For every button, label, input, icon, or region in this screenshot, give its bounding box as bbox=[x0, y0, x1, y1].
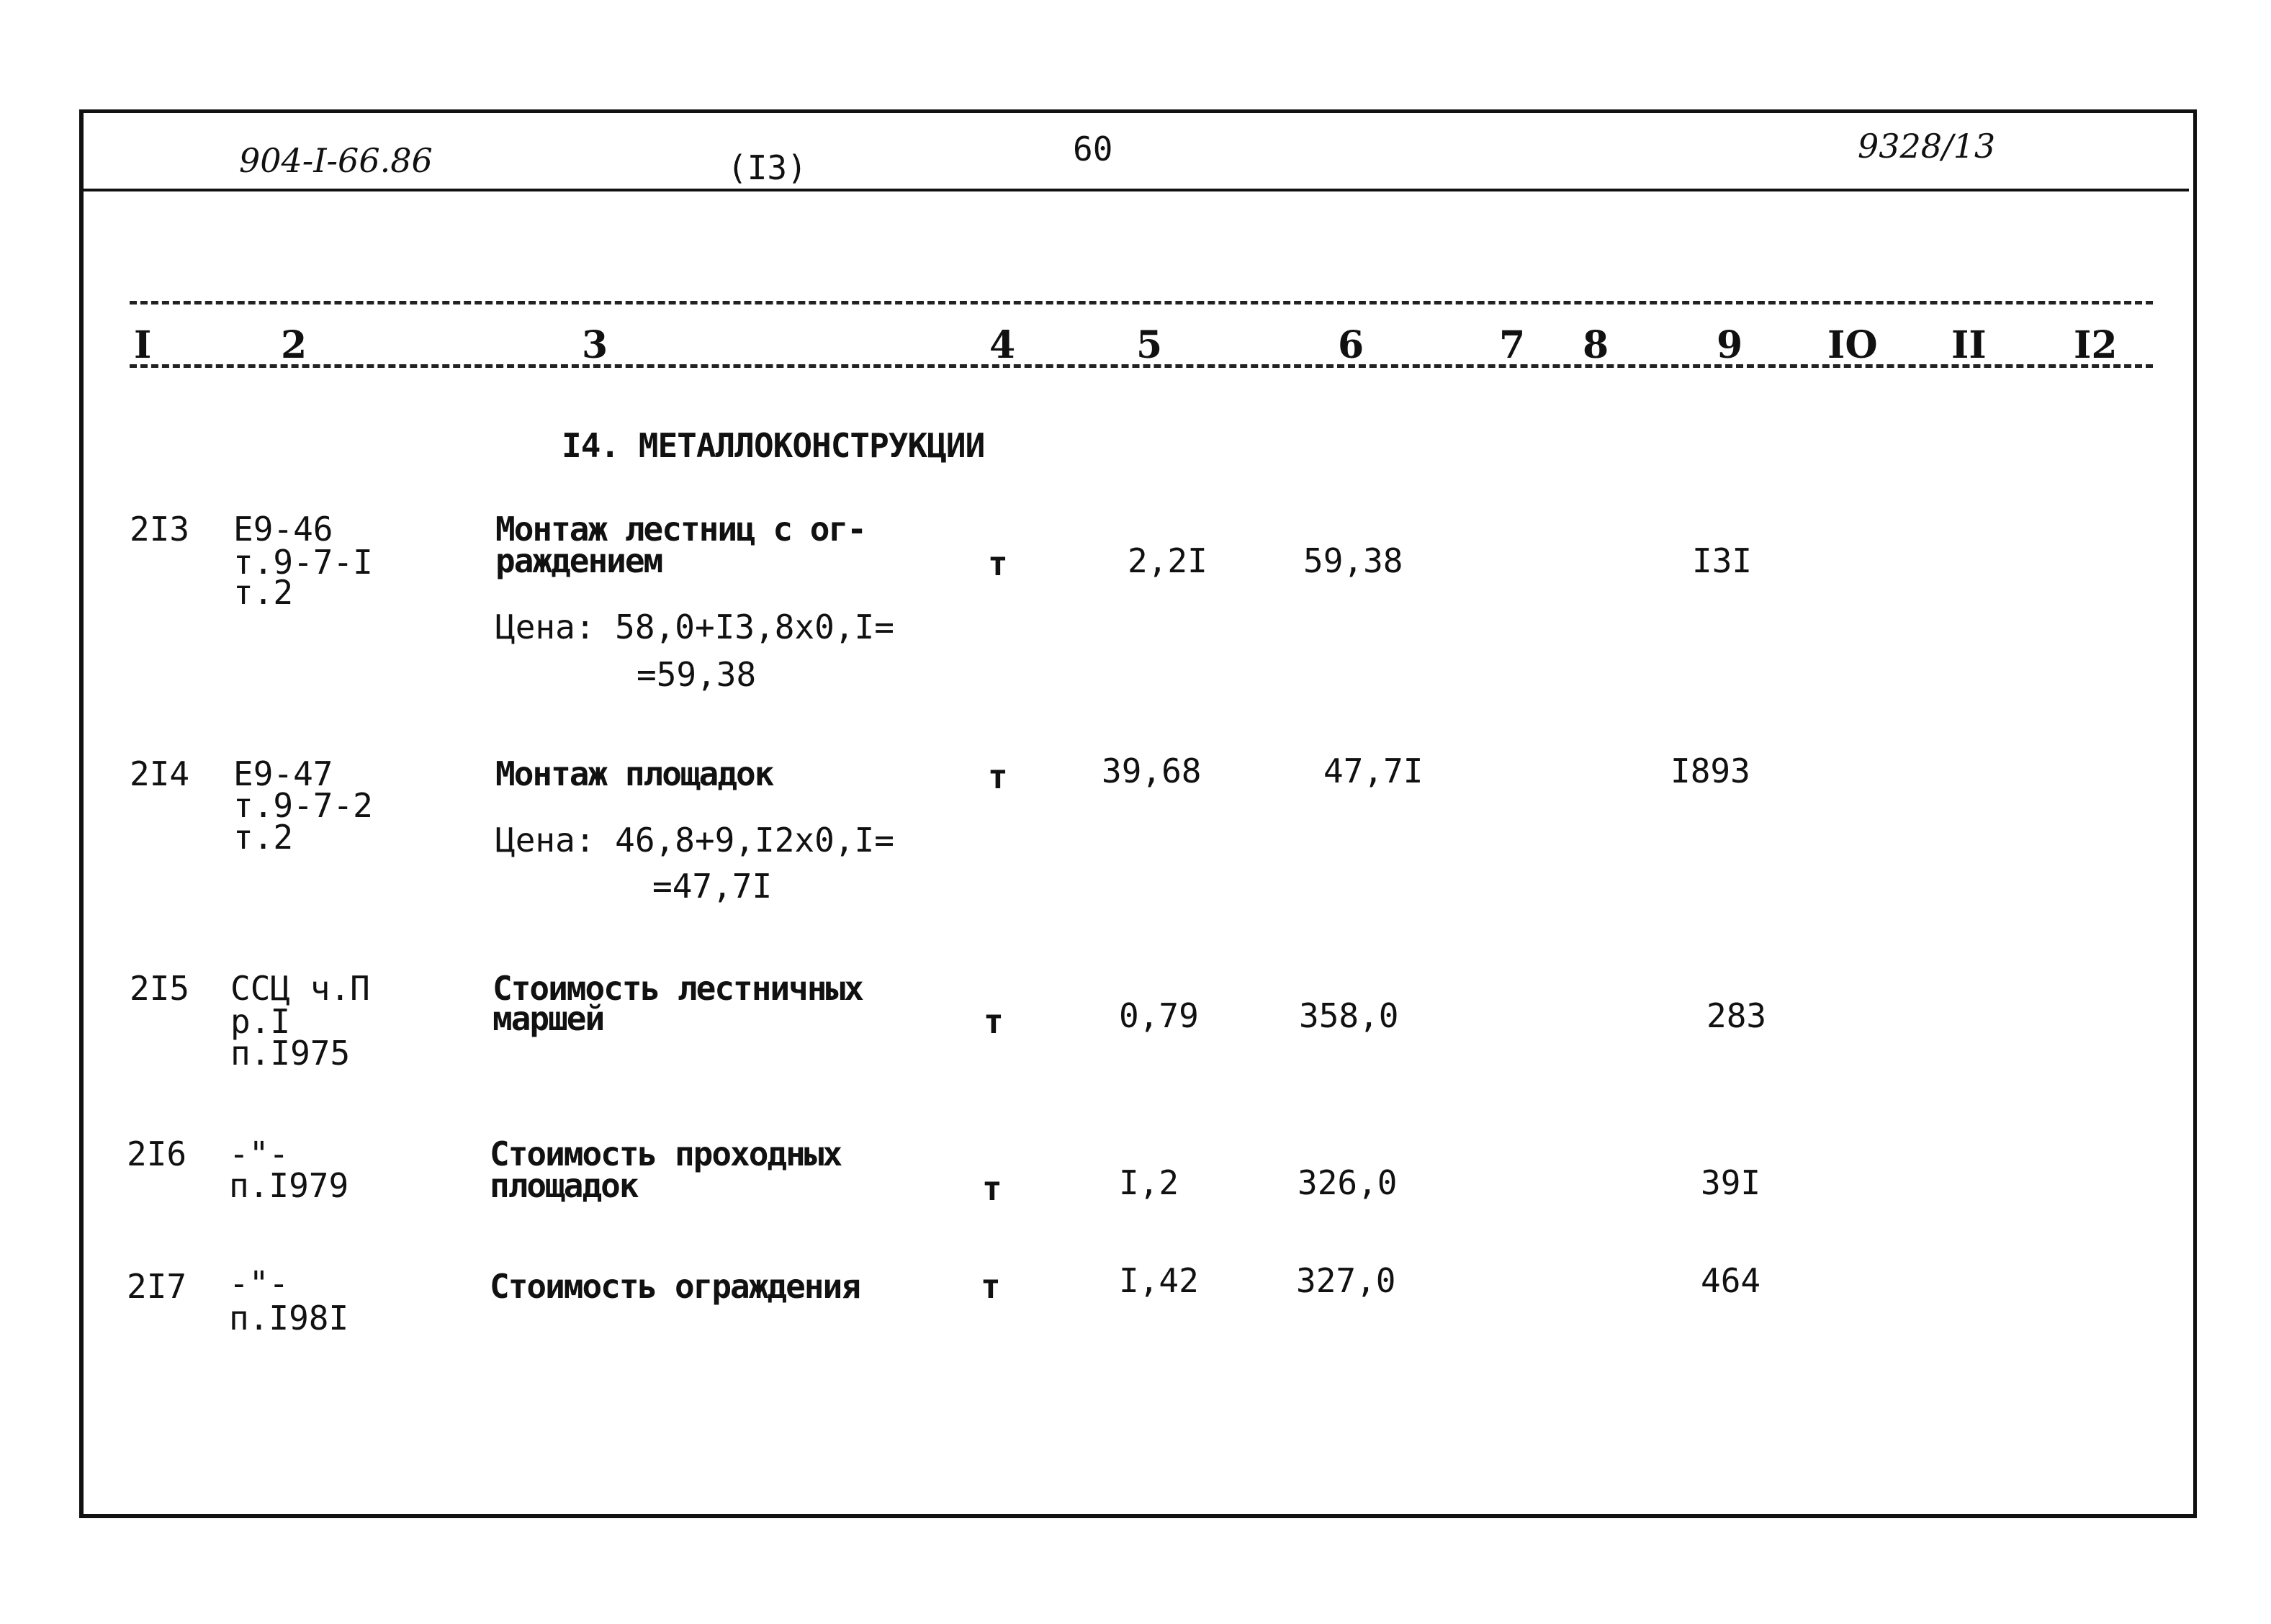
row-number: 2I6 bbox=[127, 1134, 187, 1173]
row-quantity: I,2 bbox=[1119, 1163, 1179, 1202]
row-code-line: п.I979 bbox=[229, 1166, 349, 1205]
archive-ref: 9328/13 bbox=[1858, 127, 1996, 166]
row-total: I893 bbox=[1670, 752, 1750, 790]
row-description-line: Стоимость проходных bbox=[490, 1134, 842, 1173]
row-quantity: 2,2I bbox=[1128, 541, 1208, 580]
row-price-formula: Цена: 58,0+I3,8x0,I= bbox=[495, 608, 894, 646]
row-total: 283 bbox=[1706, 996, 1767, 1035]
column-number: 3 bbox=[582, 323, 608, 367]
doc-code: 904-I-66.86 bbox=[239, 141, 433, 180]
row-quantity: I,42 bbox=[1119, 1261, 1199, 1300]
column-number: I bbox=[134, 323, 152, 367]
row-code-line: п.I98I bbox=[229, 1299, 349, 1337]
row-code-line: т.9-7-I bbox=[233, 543, 373, 582]
row-description-line: Монтаж площадок bbox=[495, 754, 773, 793]
row-number: 2I4 bbox=[130, 754, 190, 793]
row-description-line: площадок bbox=[490, 1166, 638, 1205]
row-price-formula: Цена: 46,8+9,I2x0,I= bbox=[495, 821, 894, 860]
column-number: IO bbox=[1827, 323, 1878, 367]
header-divider bbox=[84, 189, 2189, 191]
row-price-result: =59,38 bbox=[637, 655, 757, 694]
column-number: 8 bbox=[1583, 323, 1609, 367]
row-code-line: -"- bbox=[229, 1134, 289, 1173]
column-number: II bbox=[1951, 323, 1987, 367]
row-code-line: Е9-47 bbox=[233, 754, 333, 793]
row-code-line: т.2 bbox=[233, 818, 294, 857]
row-code-line: р.I bbox=[230, 1002, 291, 1041]
row-quantity: 0,79 bbox=[1119, 996, 1199, 1035]
row-unit-cost: 59,38 bbox=[1303, 541, 1403, 580]
row-code-line: т.9-7-2 bbox=[233, 786, 373, 825]
row-number: 2I5 bbox=[130, 969, 190, 1008]
page-number: 60 bbox=[1073, 130, 1113, 168]
row-price-result: =47,7I bbox=[652, 867, 773, 906]
row-unit-cost: 326,0 bbox=[1298, 1163, 1398, 1202]
row-code-line: Е9-46 bbox=[233, 510, 333, 549]
row-unit-cost: 358,0 bbox=[1299, 996, 1399, 1035]
column-number: 7 bbox=[1499, 323, 1526, 367]
row-unit: т bbox=[981, 1267, 1001, 1306]
row-number: 2I7 bbox=[127, 1267, 187, 1306]
section-title: I4. МЕТАЛЛОКОНСТРУКЦИИ bbox=[562, 426, 985, 465]
row-description-line: раждением bbox=[495, 541, 662, 580]
row-code-line: т.2 bbox=[233, 573, 294, 612]
row-number: 2I3 bbox=[130, 510, 190, 549]
row-description-line: Стоимость лестничных bbox=[493, 969, 863, 1008]
dashed-rule-top bbox=[130, 301, 2153, 304]
section-ref: (I3) bbox=[727, 148, 807, 187]
row-unit: т bbox=[988, 757, 1008, 796]
row-unit: т bbox=[982, 1169, 1002, 1208]
row-total: 39I bbox=[1701, 1163, 1761, 1202]
row-description-line: Монтаж лестниц с ог- bbox=[495, 510, 865, 549]
document-frame bbox=[79, 109, 2197, 1518]
row-code-line: -"- bbox=[229, 1264, 289, 1303]
row-code-line: ССЦ ч.П bbox=[230, 969, 370, 1008]
column-number: 4 bbox=[989, 323, 1016, 367]
row-total: I3I bbox=[1692, 541, 1753, 580]
row-quantity: 39,68 bbox=[1102, 752, 1202, 790]
row-code-line: п.I975 bbox=[230, 1034, 351, 1073]
column-number: 6 bbox=[1338, 323, 1364, 367]
row-total: 464 bbox=[1701, 1261, 1761, 1300]
row-description-line: Стоимость ограждения bbox=[490, 1267, 860, 1306]
column-number: 2 bbox=[281, 323, 307, 367]
row-description-line: маршей bbox=[493, 999, 604, 1038]
column-number: I2 bbox=[2074, 323, 2118, 367]
row-unit: т bbox=[988, 544, 1008, 583]
column-number: 9 bbox=[1717, 323, 1743, 367]
column-number: 5 bbox=[1136, 323, 1163, 367]
row-unit: т bbox=[984, 1002, 1004, 1041]
row-unit-cost: 47,7I bbox=[1323, 752, 1424, 790]
dashed-rule-bottom bbox=[130, 364, 2153, 368]
row-unit-cost: 327,0 bbox=[1296, 1261, 1396, 1300]
